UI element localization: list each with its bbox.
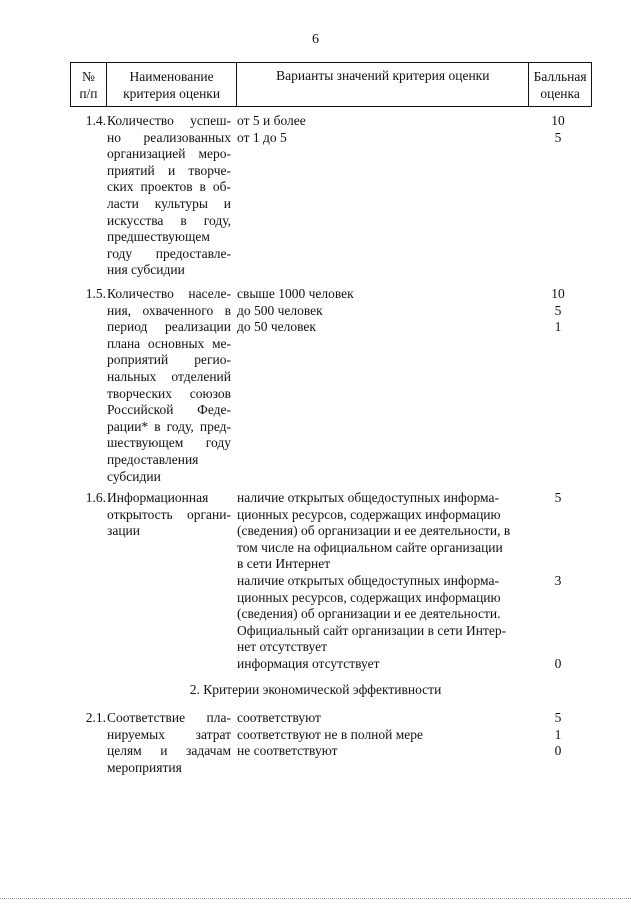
variant-option: до 50 человек	[237, 319, 316, 335]
criterion-name-line: но реализованных	[107, 129, 231, 145]
criterion-name-line: Количество успеш-	[107, 113, 231, 128]
variant-option: не соответствуют	[237, 743, 338, 759]
score-value: 0	[554, 743, 562, 759]
row-number: 1.5.	[85, 286, 106, 301]
criterion-variants	[237, 490, 522, 673]
header-col-number: № п/п	[79, 68, 98, 101]
criterion-scores	[525, 286, 591, 336]
variant-option: наличие открытых общедоступных информа- ционных ресурсов, содержащих информацию (сведения) об организации и ее деятельности, в том числе на официальном сайте организации в сети Интернет	[237, 490, 511, 572]
criterion-variants	[237, 113, 522, 146]
variant-option: информация отсутствует	[237, 655, 380, 671]
criterion-name-line: организацией меро-	[107, 146, 231, 162]
score-value: 3	[554, 573, 562, 588]
row-number: 2.1.	[85, 710, 106, 725]
criterion-name-line: рации* в году, пред-	[107, 418, 231, 434]
variant-option: свыше 1000 человек	[237, 286, 354, 301]
score-value: 1	[554, 319, 562, 335]
score-value: 1	[554, 726, 562, 742]
criterion-name-line: Российской Феде-	[107, 402, 231, 418]
criterion-name-line: плана основных ме-	[107, 335, 231, 351]
criterion-scores	[525, 710, 591, 760]
criterion-name-line: ласти культуры и	[107, 195, 231, 211]
criterion-name-line: зации	[107, 523, 140, 539]
page-bottom-edge	[0, 898, 631, 900]
variant-option: от 5 и более	[237, 113, 306, 128]
criterion-name	[107, 710, 231, 776]
variant-option: соответствуют не в полной мере	[237, 726, 424, 742]
score-value: 5	[554, 129, 562, 145]
score-value: 5	[554, 490, 562, 505]
criterion-name-line: ния, охваченного в	[107, 302, 231, 318]
criterion-name-line: период реализации	[107, 319, 231, 335]
score-value: 0	[554, 656, 562, 671]
criterion-scores	[525, 113, 591, 146]
criterion-name-line: нальных отделений	[107, 368, 231, 384]
criterion-name	[107, 490, 231, 540]
criterion-name	[107, 113, 231, 279]
page-number: 6	[312, 32, 319, 47]
variant-option: наличие открытых общедоступных информа- ционных ресурсов, содержащих информацию (сведения) об организации и ее деятельности. Официальный сайт организации в сети Интер- нет отсутствует	[237, 572, 507, 655]
criterion-name-line: субсидии	[107, 468, 161, 484]
criterion-name-line: приятий и творче-	[107, 162, 231, 178]
criterion-name-line: мероприятия	[107, 759, 182, 775]
criterion-name-line: искусства в году,	[107, 212, 231, 228]
criterion-name-line: шествующем году	[107, 435, 231, 451]
criterion-name-line: открытость органи-	[107, 506, 231, 522]
variant-option: до 500 человек	[237, 302, 323, 318]
row-number: 1.4.	[85, 113, 106, 128]
table-header	[70, 62, 592, 107]
score-value: 5	[554, 302, 562, 318]
criterion-name-line: целям и задачам	[107, 743, 231, 759]
score-value: 5	[554, 710, 562, 725]
header-col-name: Наименование критерия оценки	[106, 63, 237, 106]
criterion-name-line: предшествующем	[107, 229, 210, 245]
header-col-variants: Варианты значений критерия оценки	[236, 63, 528, 106]
criterion-name-line: Информационная	[107, 490, 209, 505]
variant-option: соответствуют	[237, 710, 321, 725]
section-title: 2. Критерии экономической эффективности	[189, 682, 442, 697]
criterion-name-line: Соответствие пла-	[107, 710, 231, 725]
criterion-name-line: творческих союзов	[107, 385, 231, 401]
criterion-name-line: нируемых затрат	[107, 726, 231, 742]
criterion-name-line: году предоставле-	[107, 245, 231, 261]
criterion-name-line: роприятий регио-	[107, 352, 231, 368]
header-col-score: Балльная оценка	[528, 63, 591, 106]
criterion-variants	[237, 710, 522, 760]
criterion-name-line: ских проектов в об-	[107, 179, 231, 195]
score-value: 10	[551, 286, 565, 301]
criterion-name-line: ния субсидии	[107, 262, 185, 278]
criterion-variants	[237, 286, 522, 336]
criterion-name	[107, 286, 231, 485]
score-value: 10	[551, 113, 565, 128]
criterion-name-line: Количество населе-	[107, 286, 231, 301]
variant-option: от 1 до 5	[237, 129, 287, 145]
criterion-name-line: предоставления	[107, 451, 199, 467]
row-number: 1.6.	[85, 490, 106, 505]
